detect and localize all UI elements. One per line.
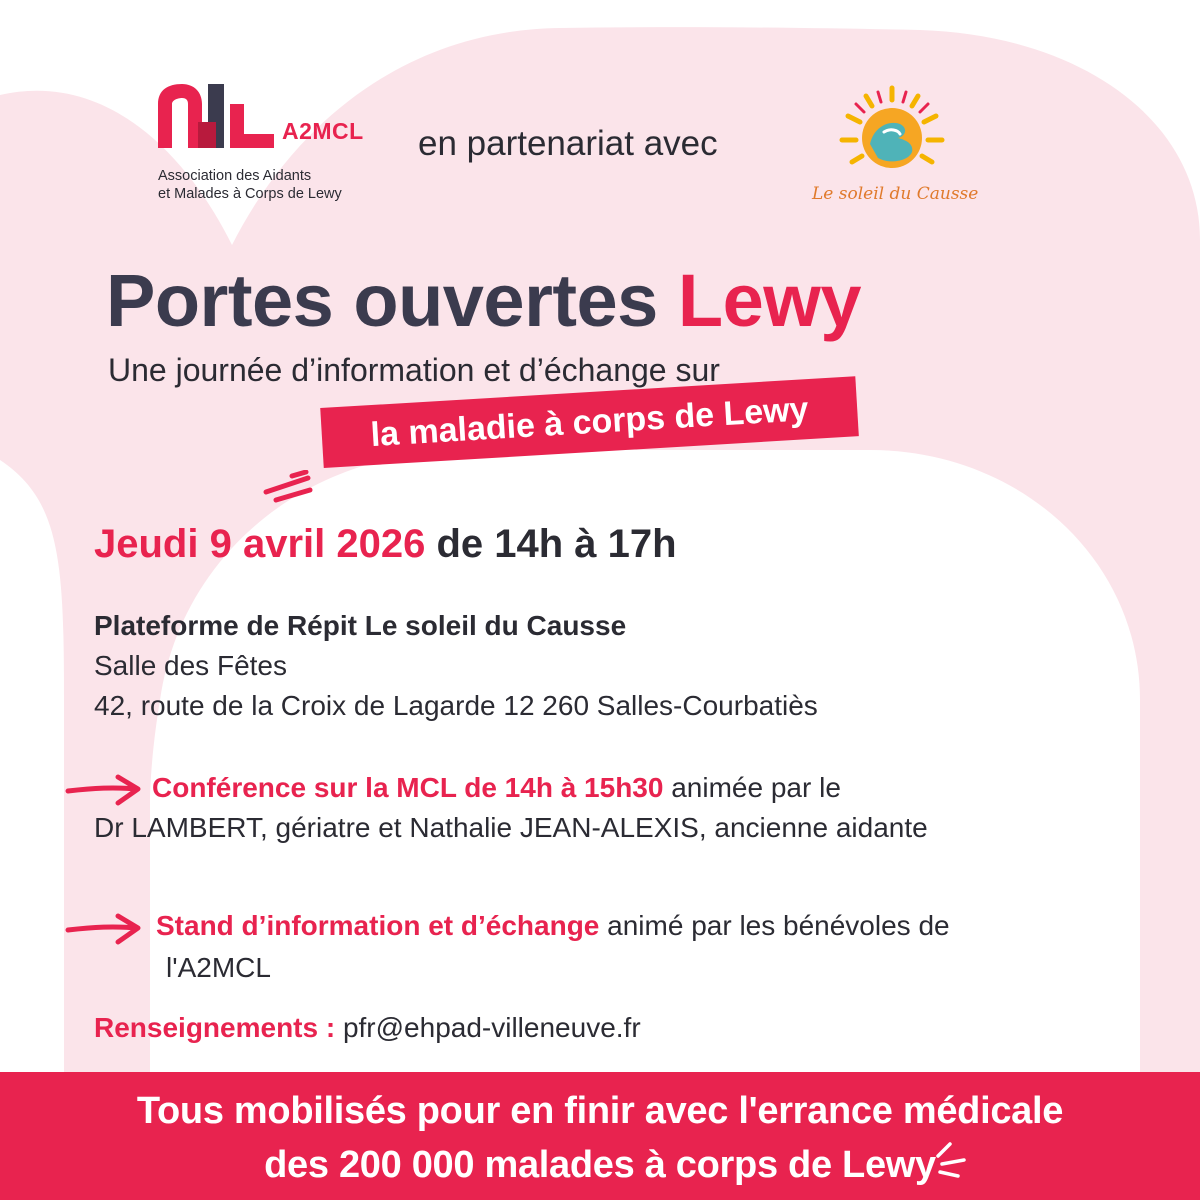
sun-hands-icon: [834, 82, 950, 178]
highlight-text: la maladie à corps de Lewy: [369, 389, 810, 454]
event-date: [94, 522, 677, 567]
a2mcl-subtitle: [158, 167, 342, 203]
venue-address: 42, route de la Croix de Lagarde 12 260 Salles-Courbatiès: [94, 690, 818, 721]
subtitle: Une journée d’information et d’échange sur: [108, 352, 720, 388]
footer-line1: Tous mobilisés pour en finir avec l'errance médicale: [136, 1090, 1064, 1132]
conference-title: Conférence sur la MCL de 14h à 15h30: [152, 772, 664, 803]
contact-label: Renseignements :: [94, 1012, 336, 1043]
soleil-logo-text: Le soleil du Causse: [812, 184, 979, 204]
a2mcl-logo: [158, 82, 388, 212]
event-date-day: Jeudi 9 avril 2026: [94, 522, 426, 566]
stand-item: [156, 910, 950, 942]
soleil-logo: [812, 82, 979, 212]
stand-title: Stand d’information et d’échange: [156, 910, 600, 941]
page-title: [106, 258, 861, 343]
title-accent: Lewy: [677, 259, 861, 342]
conference-speakers: Dr LAMBERT, gériatre et Nathalie JEAN-ALEXIS, ancienne aidante: [94, 812, 928, 843]
event-date-time: de 14h à 17h: [425, 522, 677, 566]
a2mcl-subtitle-line2: et Malades à Corps de Lewy: [158, 186, 342, 202]
contact-email[interactable]: pfr@ehpad-villeneuve.fr: [335, 1012, 641, 1043]
burst-lines-icon: [258, 470, 328, 504]
stand-organizer: l'A2MCL: [166, 952, 271, 983]
venue-name: Plateforme de Répit Le soleil du Causse: [94, 610, 627, 641]
conference-text: animée par le: [663, 772, 841, 803]
a2mcl-subtitle-line1: Association des Aidants: [158, 168, 312, 184]
footer-burst-icon: [932, 1140, 976, 1180]
contact-info: [94, 1012, 641, 1044]
title-main: Portes ouvertes: [106, 259, 678, 342]
a2mcl-logo-mark-icon: [158, 82, 278, 148]
arrow-right-icon: [64, 912, 144, 946]
partner-text: en partenariat avec: [418, 124, 718, 163]
footer-line2: des 200 000 malades à corps de Lewy: [264, 1144, 936, 1186]
venue-room: Salle des Fêtes: [94, 650, 287, 681]
a2mcl-logo-text: A2MCL: [282, 118, 364, 144]
stand-text: animé par les bénévoles de: [599, 910, 950, 941]
footer-banner: [0, 1072, 1200, 1200]
arrow-right-icon: [64, 773, 144, 807]
conference-item: [152, 772, 841, 804]
